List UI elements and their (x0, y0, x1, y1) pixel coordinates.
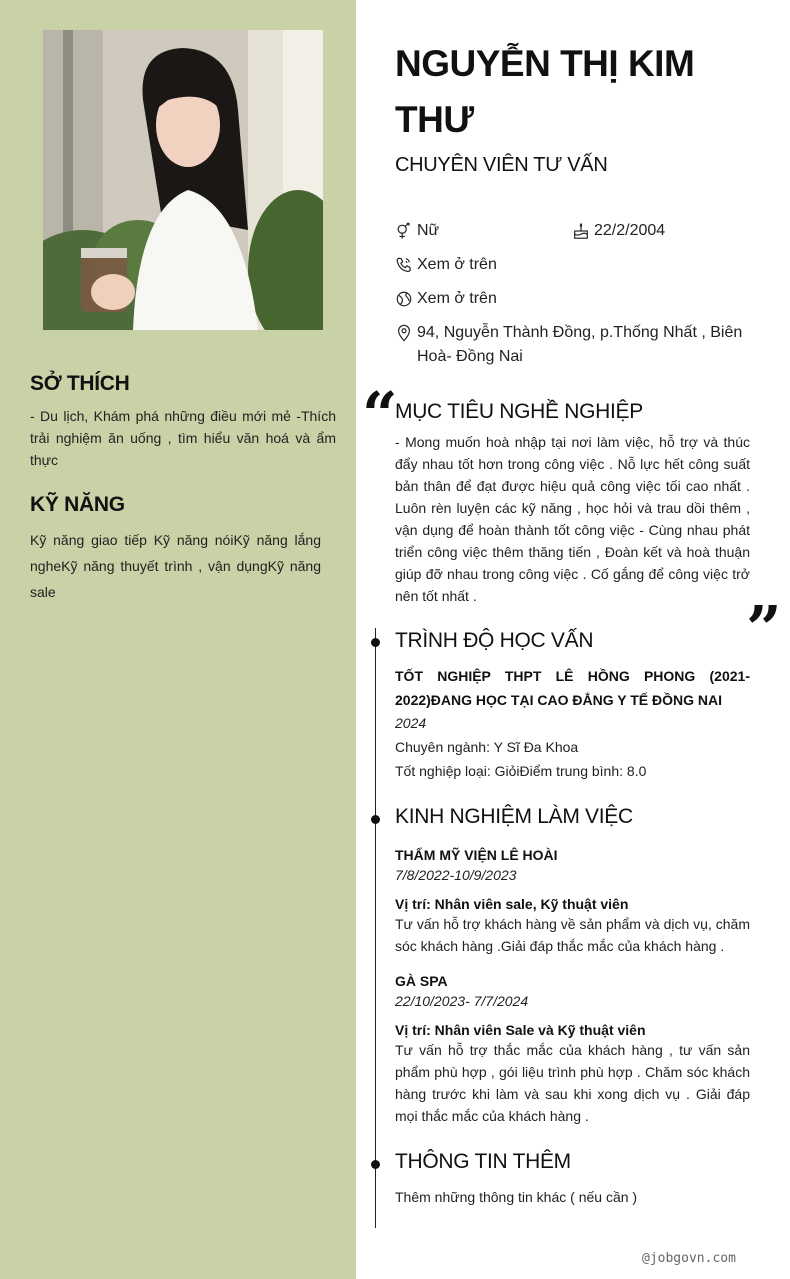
education-school: TỐT NGHIỆP THPT LÊ HỒNG PHONG (2021-2022)ĐANG HỌC TẠI CAO ĐẲNG Y TẾ ĐỒNG NAI (395, 668, 750, 708)
education-major: Chuyên ngành: Y Sĩ Đa Khoa (395, 739, 579, 755)
experience-title: KINH NGHIỆM LÀM VIỆC (395, 805, 633, 828)
timeline-line (375, 628, 376, 1228)
timeline-dot (371, 815, 380, 824)
info-website (395, 287, 497, 311)
hobbies-text: - Du lịch, Khám phá những điều mới mẻ -Thích trải nghiệm ăn uống , tìm hiểu văn hoá và ẩm thực (30, 408, 336, 468)
quote-open-icon: “ (362, 378, 398, 451)
objective-text: - Mong muốn hoà nhập tại nơi làm việc, hỗ trợ và thúc đẩy nhau tốt hơn trong công việc . Nỗ lực hết công suất bản thân để đạt được hiệu quả công việc tối cao nhất . Luôn rèn luyện các kỹ năng , học hỏi và trau dồi thêm , vận dụng để hoàn thành tốt công việc - Cùng nhau phát triển công việc thêm thăng tiến , Đoàn kết và hoà thuận giúp đỡ nhau trong công việc . Cố gắng để công việc trở nên tốt nhất . (395, 434, 750, 604)
info-phone (395, 253, 497, 277)
sidebar (0, 0, 356, 1279)
skills-text: Kỹ năng giao tiếp Kỹ năng nóiKỹ năng lắng ngheKỹ năng thuyết trình , vận dụngKỹ năng sale (30, 532, 321, 600)
watermark: @jobgovn.com (642, 1251, 736, 1266)
education-title: TRÌNH ĐỘ HỌC VẤN (395, 629, 594, 652)
address-value: 94, Nguyễn Thành Đồng, p.Thống Nhất , Biên Hoà- Đồng Nai (417, 324, 743, 365)
profile-photo (43, 30, 323, 330)
gender-value: Nữ (417, 222, 440, 239)
job-position: Vị trí: Nhân viên sale, Kỹ thuật viên (395, 896, 629, 912)
job-title: CHUYÊN VIÊN TƯ VẤN (395, 154, 608, 176)
job-company: THẨM MỸ VIỆN LÊ HOÀI (395, 847, 558, 863)
dob-value: 22/2/2004 (594, 222, 666, 239)
full-name: NGUYỄN THỊ KIM THƯ (395, 43, 695, 140)
globe-icon (395, 289, 413, 309)
education-year: 2024 (395, 715, 427, 731)
job-position: Vị trí: Nhân viên Sale và Kỹ thuật viên (395, 1022, 646, 1038)
job-company: GÀ SPA (395, 973, 448, 989)
education-grade: Tốt nghiệp loại: GiỏiĐiểm trung bình: 8.0 (395, 763, 647, 779)
timeline-dot (371, 638, 380, 647)
hobbies-title: SỞ THÍCH (30, 372, 130, 395)
more-info-text: Thêm những thông tin khác ( nếu cần ) (395, 1189, 638, 1205)
phone-value[interactable]: Xem ở trên (417, 256, 497, 273)
gender-icon (395, 221, 413, 241)
info-gender (395, 219, 439, 243)
info-address (395, 321, 755, 369)
website-value[interactable]: Xem ở trên (417, 290, 497, 307)
main-content (356, 0, 790, 1279)
skills-title: KỸ NĂNG (30, 493, 125, 516)
job-date: 22/10/2023- 7/7/2024 (395, 993, 529, 1009)
job-date: 7/8/2022-10/9/2023 (395, 867, 517, 883)
info-dob (572, 219, 665, 243)
phone-icon (395, 255, 413, 275)
quote-close-icon: ” (746, 592, 782, 665)
timeline-dot (371, 1160, 380, 1169)
more-info-title: THÔNG TIN THÊM (395, 1150, 571, 1173)
cake-icon (572, 221, 590, 241)
job-description: Tư vấn hỗ trợ khách hàng về sản phẩm và dịch vụ, chăm sóc khách hàng .Giải đáp thắc mắc của khách hàng . (395, 916, 750, 954)
objective-title: MỤC TIÊU NGHỀ NGHIỆP (395, 400, 643, 423)
location-pin-icon (395, 323, 413, 343)
job-description: Tư vấn hỗ trợ thắc mắc của khách hàng , tư vấn sản phẩm phù hợp , gói liệu trình phù hợp . Chăm sóc khách hàng trước khi làm và sau khi xong dịch vụ . Giải đáp mọi thắc mắc của khách hàng . (395, 1042, 750, 1124)
